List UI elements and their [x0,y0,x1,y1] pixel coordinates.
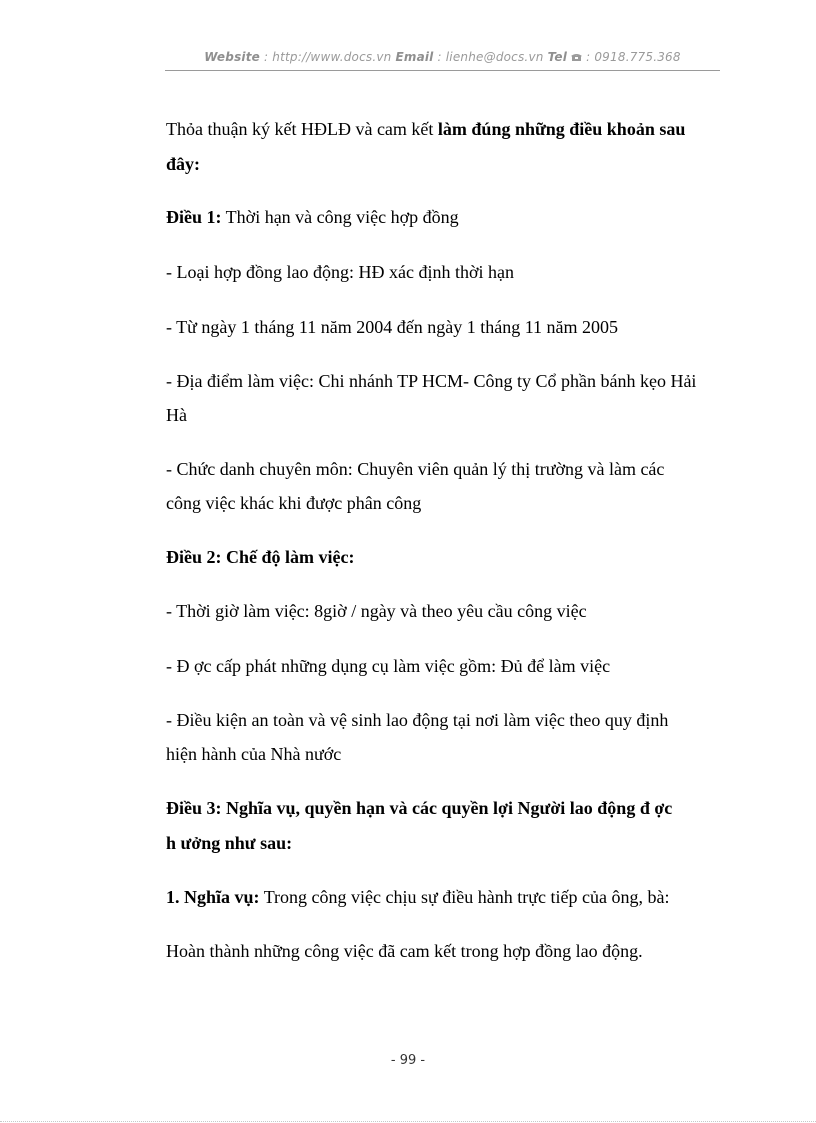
agreement-text: Thỏa thuận ký kết HĐLĐ và cam kết [166,119,438,139]
safety-line: - Điều kiện an toàn và vệ sinh lao động tại nơi làm việc theo quy định [166,710,669,730]
obligations-label: 1. Nghĩa vụ: [166,887,260,907]
contract-type-line: - Loại hợp đồng lao động: HĐ xác định thời hạn [166,262,514,282]
job-title-line-cont: công việc khác khi được phân công [166,493,422,513]
article-3-heading-cont: h ưởng như sau: [166,833,293,853]
safety-line-cont: hiện hành của Nhà nước [166,744,342,764]
email-value: : lienhe@docs.vn [433,50,548,64]
agreement-continuation: đây: [166,154,201,174]
tel-label: Tel [547,50,568,64]
article-1-label: Điều 1: [166,207,222,227]
contract-term-line: - Từ ngày 1 tháng 11 năm 2004 đến ngày 1 tháng 11 năm 2005 [166,317,619,337]
article-3-heading: Điều 3: Nghĩa vụ, quyền hạn và các quyền lợi Người lao động đ ợc [166,798,673,818]
job-title-line: - Chức danh chuyên môn: Chuyên viên quản lý thị trường và làm các [166,459,665,479]
website-value: : http://www.docs.vn [260,50,396,64]
completion-line: Hoàn thành những công việc đã cam kết trong hợp đồng lao động. [166,941,643,961]
tel-value: : 0918.775.368 [582,50,681,64]
obligations-line [166,886,726,908]
website-label: Website [204,50,260,64]
page-number: - 99 - [390,1053,426,1068]
workplace-line: - Địa điểm làm việc: Chi nhánh TP HCM- Công ty Cổ phần bánh kẹo Hải [166,371,697,391]
article-1-text: Thời hạn và công việc hợp đồng [221,207,459,227]
working-hours-line: - Thời giờ làm việc: 8giờ / ngày và theo yêu cầu công việc [166,601,587,621]
email-label: Email [395,50,434,64]
article-1-heading [166,206,726,228]
workplace-line-cont: Hà [166,405,187,425]
page-bottom-divider [0,1121,816,1122]
article-2-heading: Điều 2: Chế độ làm việc: [166,547,355,567]
agreement-bold-text: làm đúng những điều khoản sau [437,119,686,139]
header-divider [165,70,720,71]
page-header [165,50,720,64]
obligations-text: Trong công việc chịu sự điều hành trực tiếp của ông, bà: [259,887,670,907]
equipment-line: - Đ ợc cấp phát những dụng cụ làm việc gồm: Đủ để làm việc [166,656,611,676]
phone-icon [571,52,582,62]
paragraph-agreement [166,118,726,140]
